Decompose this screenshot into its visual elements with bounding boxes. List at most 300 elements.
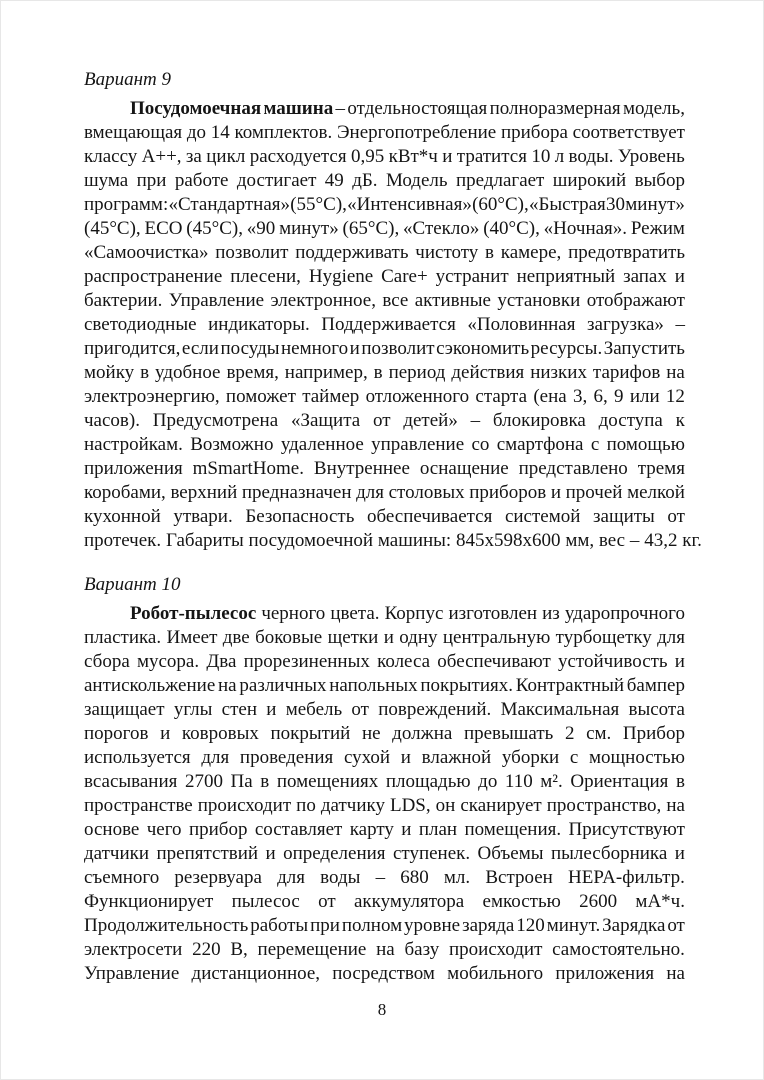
text-word: настройкам. xyxy=(84,434,183,455)
text-word: распространение xyxy=(84,266,223,287)
text-word: 30 xyxy=(606,194,626,215)
document-content xyxy=(84,68,702,986)
text-word: Габариты xyxy=(165,530,244,551)
text-word: 120 xyxy=(516,915,545,936)
text-word: до xyxy=(478,771,498,792)
text-word: 2600 xyxy=(579,891,618,912)
text-word: защищает xyxy=(84,699,165,720)
text-word: 12 xyxy=(665,386,685,407)
text-word: шума xyxy=(84,170,129,191)
text-word: минут» xyxy=(625,194,685,215)
text-word: для xyxy=(277,867,305,888)
text-word: уровне xyxy=(404,915,461,936)
text-word: сбора xyxy=(84,651,130,672)
text-word: устойчивость xyxy=(558,651,668,672)
text-word: напольных xyxy=(329,675,418,696)
text-word: представлено xyxy=(518,458,628,479)
text-word: минут. xyxy=(546,915,601,936)
text-word: «Стандартная» xyxy=(168,194,291,215)
text-word: одну xyxy=(399,627,438,648)
text-word: низких xyxy=(530,362,587,383)
text-word: 10 xyxy=(531,146,551,167)
text-word: загрузка» xyxy=(587,314,664,335)
text-word: комплектов. xyxy=(234,122,333,143)
text-word: бактерии. xyxy=(84,290,163,311)
section-variant-9 xyxy=(84,68,702,553)
text-word: и xyxy=(674,651,685,672)
text-line xyxy=(84,337,685,361)
text-word: защиты xyxy=(593,506,655,527)
text-word: и xyxy=(383,627,394,648)
text-word: ковровых xyxy=(181,723,259,744)
text-word: если xyxy=(181,338,219,359)
section-heading: Вариант 10 xyxy=(84,574,181,595)
text-word: «90 xyxy=(246,218,276,239)
text-word: и xyxy=(442,146,453,167)
text-line xyxy=(84,385,685,409)
text-line xyxy=(84,361,685,385)
text-word: на xyxy=(666,963,685,984)
text-word: мойку xyxy=(84,362,135,383)
text-line xyxy=(84,313,685,337)
text-word: цикл xyxy=(206,146,246,167)
text-word: поддерживать xyxy=(295,242,409,263)
text-word: достигает xyxy=(236,170,317,191)
text-word: бампер xyxy=(626,675,685,696)
text-word: всасывания xyxy=(84,771,178,792)
text-word: не xyxy=(361,723,381,744)
text-word: помещениях xyxy=(276,771,379,792)
text-word: прочей xyxy=(565,482,623,503)
text-word: немного xyxy=(281,338,349,359)
text-word: верхний xyxy=(170,482,238,503)
text-word: Прибор xyxy=(622,723,685,744)
text-word: высота xyxy=(628,699,685,720)
text-word: колеса xyxy=(377,651,431,672)
text-word: и xyxy=(550,482,561,503)
text-word: посудомоечной xyxy=(248,530,374,551)
text-word: Управление xyxy=(168,290,265,311)
bold-text-word: Робот-пылесос xyxy=(130,603,257,624)
text-word: мебель xyxy=(285,699,343,720)
text-word: чистоту xyxy=(415,242,479,263)
text-word: Продолжительность xyxy=(84,915,249,936)
text-line xyxy=(84,626,685,650)
text-word: различных xyxy=(239,675,327,696)
text-word: боковые xyxy=(255,627,323,648)
text-word: 220 xyxy=(192,939,221,960)
text-word: базу xyxy=(404,939,440,960)
text-word: ресурсы. xyxy=(530,338,603,359)
text-line xyxy=(84,746,685,770)
text-word: доступа xyxy=(598,410,663,431)
text-word: составляет xyxy=(254,819,343,840)
paragraph xyxy=(84,602,685,986)
bold-text-word: Посудомоечная xyxy=(130,98,262,119)
text-word: м². xyxy=(540,771,563,792)
text-word: тарифов xyxy=(592,362,661,383)
text-word: 49 xyxy=(324,170,344,191)
text-line xyxy=(84,289,685,313)
text-word: «Быстрая xyxy=(528,194,606,215)
text-word: отображают xyxy=(586,290,685,311)
text-word: HEPA-фильтр. xyxy=(568,867,685,888)
text-word: В, xyxy=(230,939,248,960)
bold-text-word: машина xyxy=(263,98,334,119)
text-word: позволит xyxy=(215,242,289,263)
text-word: пригодится, xyxy=(84,338,181,359)
text-word: заряда xyxy=(462,915,515,936)
text-word: с xyxy=(590,434,600,455)
text-word: работе xyxy=(174,170,229,191)
text-line xyxy=(84,770,685,794)
text-word: блокировка xyxy=(492,410,586,431)
text-word: установки xyxy=(497,290,581,311)
text-word: для xyxy=(657,627,685,648)
text-word: управление xyxy=(371,434,465,455)
text-word: и xyxy=(400,747,411,768)
text-word: период xyxy=(388,362,446,383)
text-word: на xyxy=(376,939,395,960)
text-word: камере, xyxy=(500,242,562,263)
text-line xyxy=(84,698,685,722)
text-word: ударопрочного xyxy=(564,603,685,624)
text-word: мобильного xyxy=(447,963,544,984)
text-word: для xyxy=(201,747,230,768)
text-word: расходуется xyxy=(249,146,347,167)
text-line xyxy=(84,409,685,433)
text-word: 14 xyxy=(210,122,230,143)
text-word: Контрактный xyxy=(515,675,624,696)
text-word: приложения xyxy=(555,963,655,984)
text-word: поможет xyxy=(225,386,296,407)
text-word: оснащение xyxy=(419,458,509,479)
text-word: работы xyxy=(250,915,309,936)
text-word: посуды xyxy=(220,338,280,359)
text-word: «Самоочистка» xyxy=(84,242,209,263)
text-word: перемещение xyxy=(257,939,367,960)
text-word: воды xyxy=(320,867,361,888)
text-line xyxy=(84,866,685,890)
text-word: удаленное xyxy=(280,434,364,455)
text-word: «Ночная». xyxy=(543,218,628,239)
text-word: к xyxy=(675,410,685,431)
text-word: центральную xyxy=(442,627,551,648)
text-word: 2 xyxy=(564,723,575,744)
section-heading: Вариант 9 xyxy=(84,69,172,90)
text-word: в xyxy=(140,362,150,383)
text-word: электронное, xyxy=(270,290,376,311)
text-word: мл. xyxy=(443,867,471,888)
text-word: две xyxy=(222,627,250,648)
text-word: мусора. xyxy=(136,651,200,672)
text-word: Энергопотребление xyxy=(336,122,497,143)
text-line xyxy=(84,169,685,193)
text-word: 2700 xyxy=(184,771,223,792)
text-word: происходит xyxy=(448,939,543,960)
text-word: Два xyxy=(206,651,237,672)
text-line xyxy=(84,457,685,481)
text-word: используется xyxy=(84,747,191,768)
text-word: тратится xyxy=(456,146,527,167)
text-word: Уровень xyxy=(617,146,685,167)
text-word: вес xyxy=(598,530,626,551)
text-word: выбор xyxy=(634,170,685,191)
text-word: дБ. xyxy=(352,170,378,191)
text-word: прибора xyxy=(500,122,568,143)
text-word: от xyxy=(372,410,391,431)
text-word: классу xyxy=(84,146,138,167)
text-line xyxy=(84,794,685,818)
text-word: 0,95 xyxy=(350,146,385,167)
text-word: и xyxy=(265,843,276,864)
text-word: мелкой xyxy=(627,482,685,503)
text-word: в xyxy=(675,771,685,792)
text-word: повреждений. xyxy=(378,699,492,720)
text-word: таймер xyxy=(302,386,360,407)
text-word: Модель xyxy=(385,170,448,191)
text-word: запах xyxy=(623,266,667,287)
text-line xyxy=(84,97,685,121)
text-word: в xyxy=(485,242,495,263)
text-word: происходит xyxy=(197,795,292,816)
text-word: сухой xyxy=(343,747,391,768)
text-word: Па xyxy=(230,771,253,792)
text-word: Управление xyxy=(84,963,180,984)
text-word: ECO xyxy=(144,218,183,239)
text-word: 9 xyxy=(614,386,624,407)
text-word: покрытиях. xyxy=(420,675,513,696)
text-line xyxy=(84,914,685,938)
text-word: тремя xyxy=(637,458,685,479)
text-word: порогов xyxy=(84,723,149,744)
text-word: Встроен xyxy=(485,867,553,888)
text-word: мА*ч. xyxy=(635,891,685,912)
text-line xyxy=(84,505,685,529)
text-word: (45°С), xyxy=(186,218,243,239)
text-word: «Интенсивная» xyxy=(347,194,472,215)
text-line xyxy=(84,433,685,457)
text-word: и xyxy=(349,338,360,359)
text-word: позволит xyxy=(361,338,435,359)
text-word: помещения. xyxy=(464,819,562,840)
text-word: Hygiene xyxy=(308,266,374,287)
text-word: смартфона xyxy=(496,434,584,455)
text-word: мм, xyxy=(565,530,595,551)
text-word: на xyxy=(666,362,685,383)
text-word: кг. xyxy=(682,530,702,551)
text-line xyxy=(84,121,685,145)
text-line xyxy=(84,265,685,289)
text-word: неприятный xyxy=(516,266,616,287)
text-word: покрытий xyxy=(270,723,351,744)
text-word: (65°С), xyxy=(342,218,400,239)
text-word: от xyxy=(667,506,685,527)
text-word: устранит xyxy=(435,266,509,287)
text-word: предназначен xyxy=(241,482,352,503)
text-word: определения xyxy=(283,843,386,864)
text-word: дистанционное, xyxy=(191,963,321,984)
text-word: за xyxy=(185,146,202,167)
text-word: «Защита xyxy=(290,410,361,431)
text-word: Предусмотрена xyxy=(152,410,279,431)
text-word: съемного xyxy=(84,867,160,888)
text-word: электроэнергию, xyxy=(84,386,220,407)
text-line xyxy=(84,722,685,746)
text-word: – xyxy=(470,410,481,431)
text-word: с xyxy=(569,747,579,768)
text-word: карту xyxy=(349,819,394,840)
text-word: мощностью xyxy=(589,747,685,768)
text-word: и xyxy=(674,266,685,287)
text-word: изготовлен xyxy=(448,603,538,624)
text-word: – xyxy=(629,530,640,551)
text-word: пространстве xyxy=(84,795,193,816)
text-line xyxy=(84,529,702,553)
text-word: в xyxy=(373,362,383,383)
text-word: план xyxy=(418,819,458,840)
text-word: А++, xyxy=(141,146,182,167)
text-word: (45°С), xyxy=(84,218,141,239)
text-word: Поддерживается xyxy=(321,314,456,335)
page-number: 8 xyxy=(377,1000,387,1019)
text-word: удобное xyxy=(155,362,221,383)
text-word: Ориентация xyxy=(570,771,669,792)
text-word: Зарядка xyxy=(602,915,666,936)
text-word: модель, xyxy=(622,98,685,119)
text-word: программ: xyxy=(84,194,169,215)
text-line xyxy=(84,962,685,986)
text-line xyxy=(84,938,685,962)
section-variant-10 xyxy=(84,573,685,986)
text-word: и xyxy=(401,819,412,840)
text-word: Объемы xyxy=(477,843,544,864)
text-word: сэкономить xyxy=(436,338,530,359)
text-word: время, xyxy=(226,362,279,383)
text-word: широкий xyxy=(552,170,627,191)
text-word: 110 xyxy=(504,771,533,792)
text-word: (55°С), xyxy=(290,194,347,215)
text-line xyxy=(84,674,685,698)
text-word: щетки xyxy=(327,627,379,648)
text-word: минут» xyxy=(279,218,339,239)
text-word: турбощетку xyxy=(555,627,652,648)
text-word: пространство, xyxy=(546,795,662,816)
text-word: до xyxy=(186,122,207,143)
text-word: отложенного xyxy=(365,386,470,407)
text-word: 43,2 xyxy=(644,530,678,551)
text-word: протечек. xyxy=(84,530,162,551)
text-word: столовых xyxy=(388,482,465,503)
text-word: системой xyxy=(504,506,581,527)
text-word: кухонной xyxy=(84,506,161,527)
text-word: Внутреннее xyxy=(313,458,410,479)
text-word: прорезиненных xyxy=(243,651,370,672)
text-word: черного xyxy=(261,603,326,624)
text-word: площадью xyxy=(385,771,471,792)
text-word: от xyxy=(351,699,369,720)
text-word: л xyxy=(554,146,565,167)
text-word: от xyxy=(667,915,685,936)
text-word: он xyxy=(435,795,456,816)
text-word: аккумулятора xyxy=(353,891,465,912)
text-line xyxy=(84,818,685,842)
text-word: препятствий xyxy=(156,843,259,864)
text-word: и xyxy=(266,699,277,720)
text-word: или xyxy=(629,386,660,407)
text-word: «Стекло» xyxy=(403,218,480,239)
text-word: – xyxy=(675,314,685,335)
text-word: помощью xyxy=(606,434,685,455)
text-word: углы xyxy=(173,699,213,720)
text-line xyxy=(84,842,685,866)
text-word: утвари. xyxy=(173,506,233,527)
text-word: Присутствуют xyxy=(568,819,685,840)
text-word: 845х598х600 xyxy=(456,530,561,551)
text-word: соответствует xyxy=(572,122,685,143)
text-word: например, xyxy=(284,362,368,383)
text-word: уборки xyxy=(501,747,560,768)
text-word: пылесборника xyxy=(550,843,668,864)
text-word: действия xyxy=(451,362,525,383)
text-line xyxy=(84,217,685,241)
text-word: со xyxy=(471,434,490,455)
text-word: детей» xyxy=(403,410,458,431)
text-word: приложения xyxy=(84,458,183,479)
text-word: влажной xyxy=(421,747,492,768)
paragraph xyxy=(84,97,702,553)
text-word: (40°С), xyxy=(483,218,540,239)
text-word: Максимальная xyxy=(500,699,620,720)
text-word: светодиодные xyxy=(84,314,197,335)
text-word: полноразмерная xyxy=(489,98,621,119)
text-word: ступенек. xyxy=(392,843,471,864)
text-word: воды. xyxy=(568,146,614,167)
text-word: цвета. xyxy=(330,603,380,624)
text-word: 3, xyxy=(572,386,588,407)
text-word: Корпус xyxy=(384,603,444,624)
text-word: полном xyxy=(341,915,403,936)
text-word: основе xyxy=(84,819,140,840)
text-word: предотвратить xyxy=(568,242,685,263)
text-word: LDS, xyxy=(389,795,431,816)
text-line xyxy=(84,890,685,914)
text-word: (ена xyxy=(533,386,567,407)
text-line xyxy=(84,193,685,217)
text-word: от xyxy=(318,891,336,912)
text-word: пылесос xyxy=(231,891,300,912)
text-word: вмещающая xyxy=(84,122,183,143)
text-word: Care+ xyxy=(381,266,428,287)
text-word: чего xyxy=(146,819,182,840)
text-word: активные xyxy=(414,290,491,311)
text-line xyxy=(84,650,685,674)
text-word: часов). xyxy=(84,410,140,431)
text-word: (60°С), xyxy=(472,194,529,215)
text-word: старта xyxy=(475,386,528,407)
text-word: при xyxy=(136,170,167,191)
text-word: для xyxy=(356,482,384,503)
text-word: посредством xyxy=(332,963,435,984)
text-word: превышать xyxy=(463,723,554,744)
text-word: стен xyxy=(221,699,257,720)
text-word: машины: xyxy=(377,530,452,551)
text-line xyxy=(84,145,685,169)
text-word: должна xyxy=(392,723,453,744)
text-word: 680 xyxy=(400,867,429,888)
text-word: – xyxy=(375,867,386,888)
text-line xyxy=(84,602,685,626)
